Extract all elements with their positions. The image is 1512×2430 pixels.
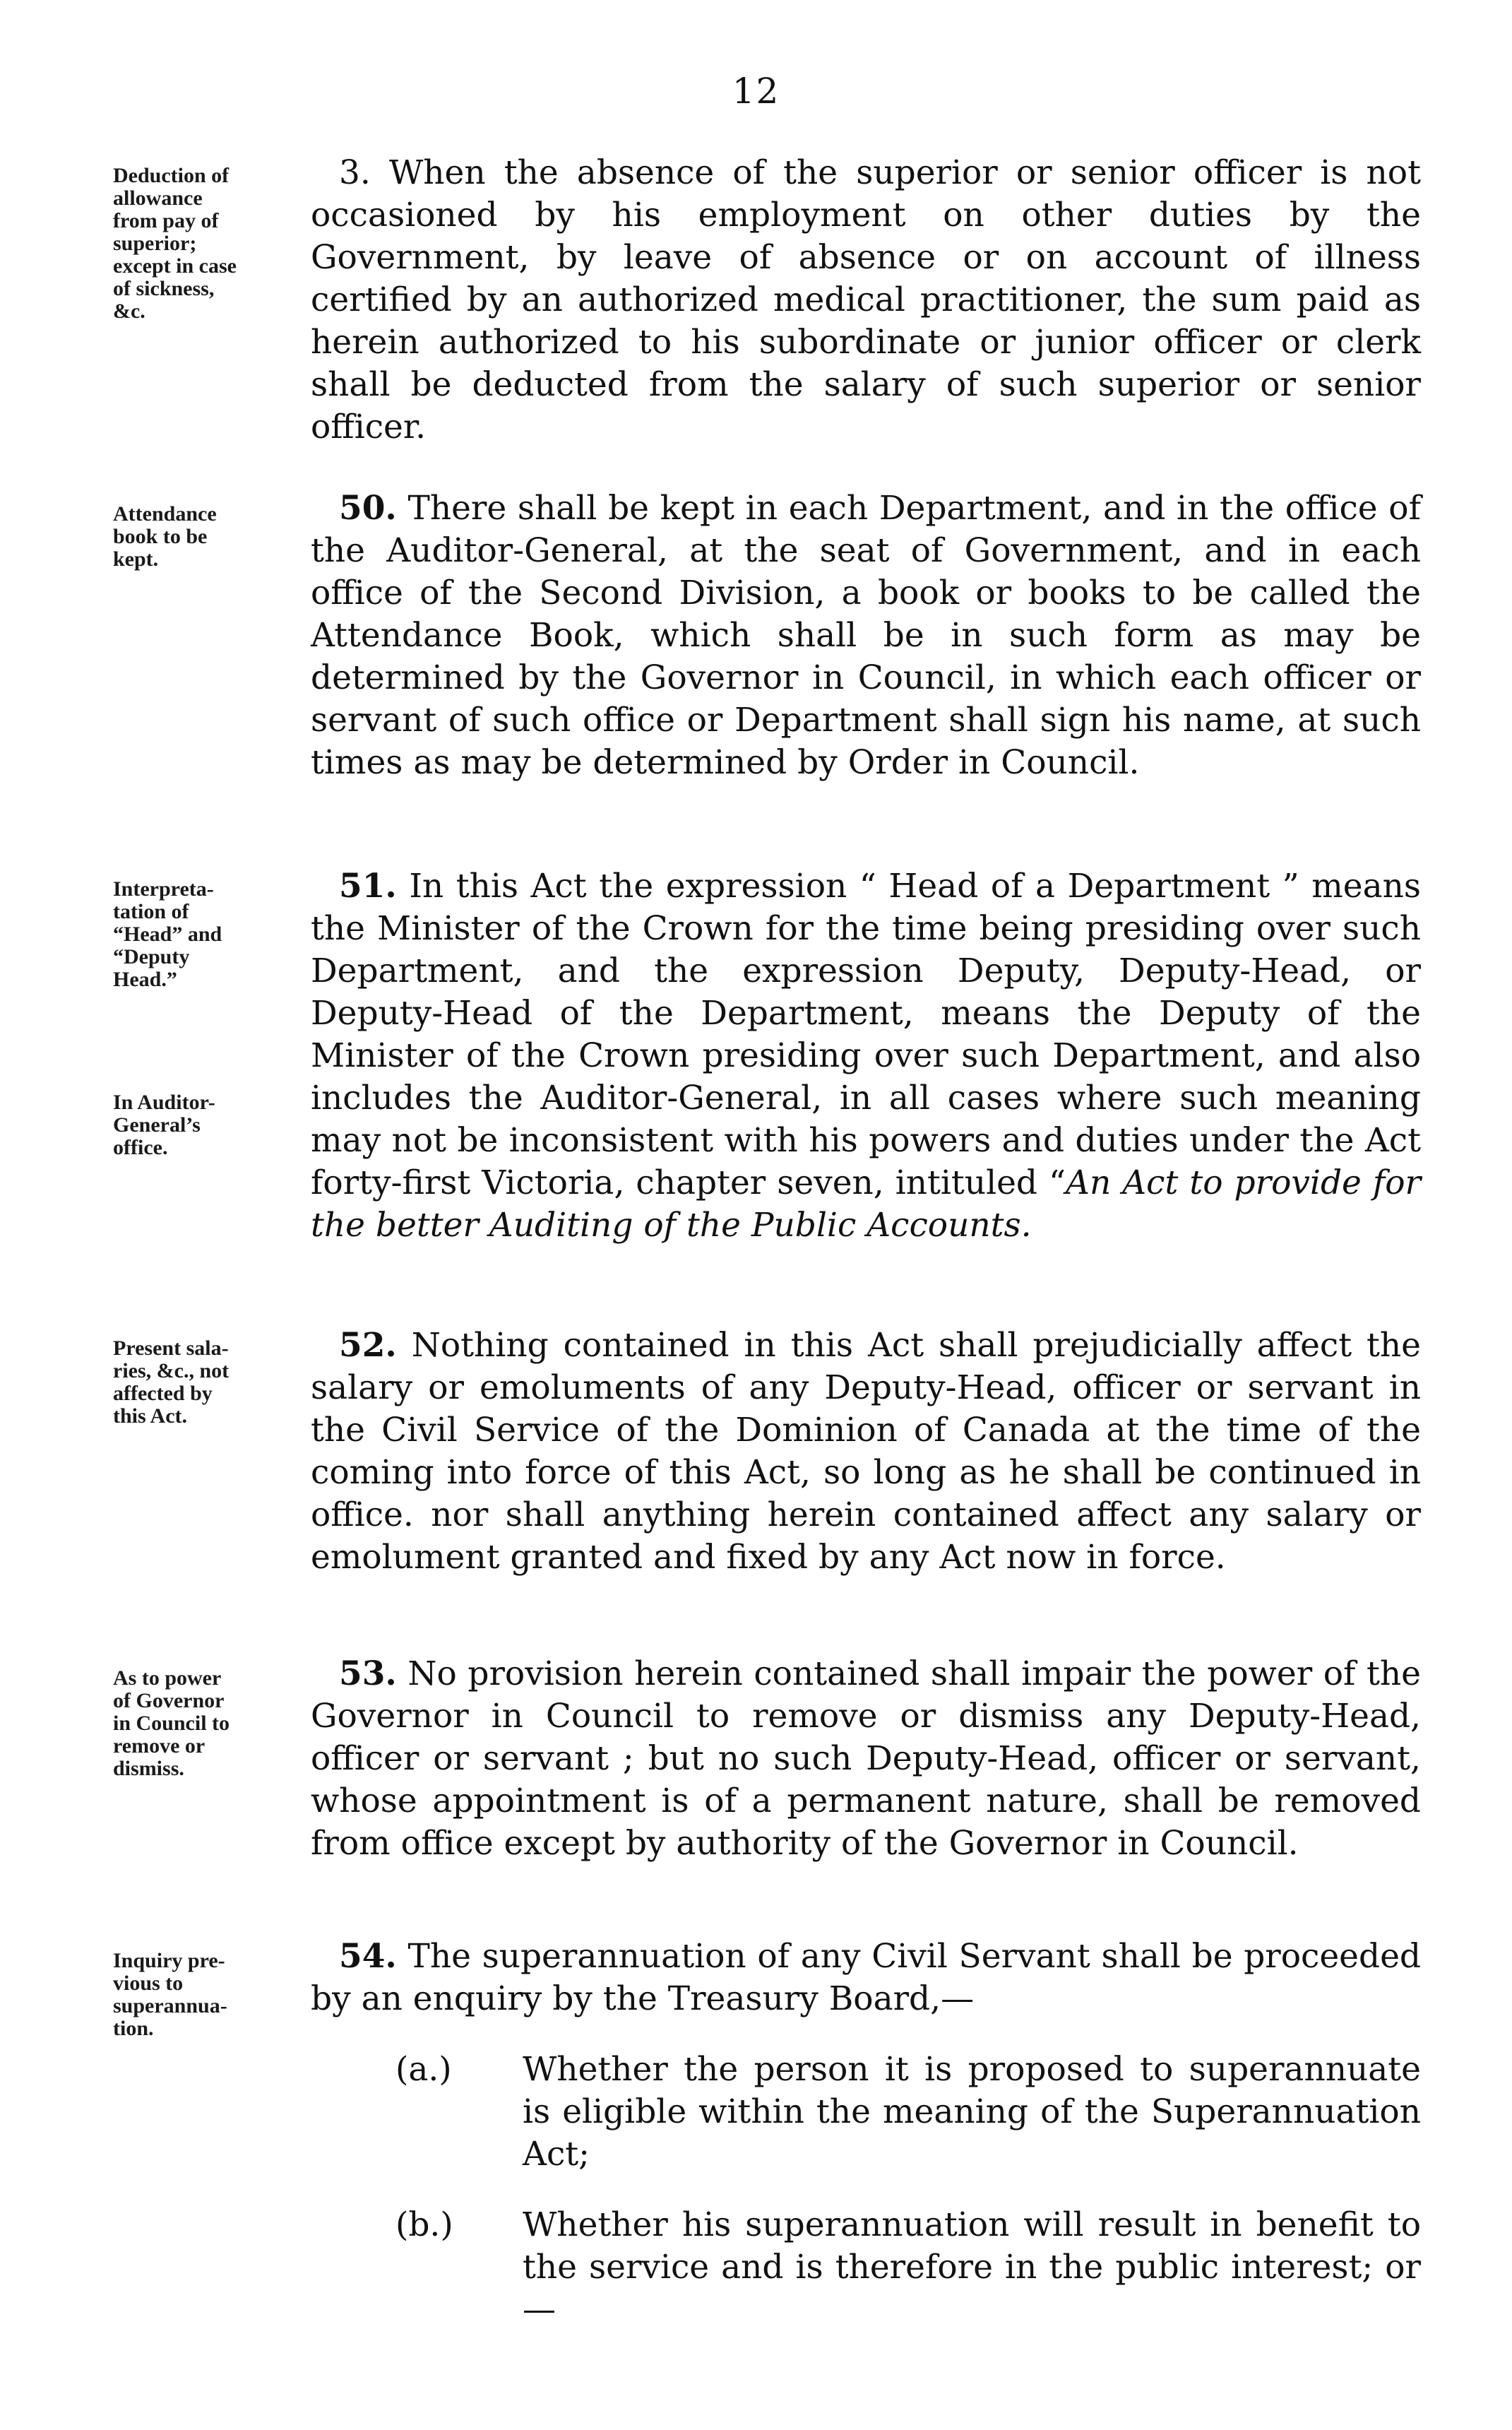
section-number: 54.: [339, 1937, 397, 1976]
margin-note-line: dismiss.: [113, 1757, 184, 1780]
section-number: 51.: [339, 867, 397, 906]
margin-note-line: Interpreta-: [113, 877, 214, 901]
clause-text: Whether the person it is proposed to superannuate is eligible within the meaning of the Superannuation Act;: [523, 2050, 1421, 2174]
margin-note-line: &c.: [113, 300, 145, 323]
margin-note-line: of sickness,: [113, 277, 215, 300]
section-number: 52.: [339, 1326, 397, 1365]
section-body: [311, 487, 1421, 784]
page-number: 12: [732, 71, 780, 112]
clause-a: [311, 2049, 1421, 2176]
margin-note-line: tation of: [113, 900, 189, 923]
margin-note-power-to-remove: [113, 1667, 311, 1780]
margin-note-line: superannua-: [113, 1994, 227, 2017]
margin-note-line: except in case: [113, 254, 237, 278]
margin-note-line: in Council to: [113, 1712, 230, 1735]
section-text: The superannuation of any Civil Servant shall be proceeded by an enquiry by the Treasury Board,—: [311, 1937, 1421, 2018]
margin-note-line: remove or: [113, 1734, 206, 1758]
margin-note-line: affected by: [113, 1382, 213, 1405]
section-body: [311, 152, 1421, 449]
section-body: [311, 1653, 1421, 1865]
margin-note-line: Head.”: [113, 968, 177, 991]
margin-note-line: Deduction of: [113, 164, 230, 187]
section-text: There shall be kept in each Department, and in the office of the Auditor-General, at the seat of Government, and in each office of the Second Division, a book or books to be called the Attendance Book, which shall be in such form as may be determined by the Governor in Council, in which each officer or servant of such office or Department shall sign his name, at such times as may be determined by Order in Council.: [311, 489, 1421, 782]
margin-note-line: vious to: [113, 1972, 184, 1995]
section-number: 50.: [339, 489, 397, 528]
margin-note-interpretation: [113, 878, 311, 991]
clause-label: (a.): [395, 2050, 452, 2089]
margin-note-line: “Head” and: [113, 923, 222, 946]
margin-note-line: “Deputy: [113, 945, 190, 968]
margin-note-line: allowance: [113, 186, 203, 210]
margin-note-line: Attendance: [113, 502, 217, 526]
margin-note-line: book to be: [113, 525, 208, 548]
margin-note-present-salaries: [113, 1337, 311, 1428]
section-text: In this Act the expression “ Head of a Department ” means the Minister of the Crown for the time being presiding over such Department, and the expression Deputy, Deputy-Head, or Deputy-Head of the Department, means the Deputy of the Minister of the Crown presiding over such Department, and also includes the Auditor-General, in all cases where such meaning may not be inconsistent with his powers and duties under the Act forty-first Victoria, chapter seven, intituled “: [311, 867, 1421, 1202]
margin-note-line: ries, &c., not: [113, 1359, 230, 1382]
margin-note-inquiry: [113, 1950, 311, 2040]
section-text: When the absence of the superior or senior officer is not occasioned by his employment on other duties by the Government, by leave of absence or on account of illness certified by an authorized medical practitioner, the sum paid as herein authorized to his subordinate or junior officer or clerk shall be deducted from the salary of such superior or senior officer.: [311, 153, 1421, 446]
margin-note-line: of Governor: [113, 1689, 225, 1712]
clause-text: Whether his superannuation will result in benefit to the service and is therefore in the public interest; or—: [523, 2205, 1421, 2329]
margin-note-line: Present sala-: [113, 1336, 229, 1360]
margin-note-auditor-general: [113, 1091, 311, 1159]
margin-note-line: office.: [113, 1136, 168, 1159]
section-body: [311, 1936, 1421, 2331]
section-number: 3.: [339, 153, 371, 192]
act-title-italic: An Act to provide for the better Auditing of the Public Accounts.: [311, 1163, 1421, 1245]
section-body: [311, 865, 1421, 1247]
margin-note-line: tion.: [113, 2017, 154, 2040]
margin-note-line: kept.: [113, 547, 159, 571]
clause-label: (b.): [395, 2205, 453, 2244]
margin-note-line: In Auditor-: [113, 1091, 215, 1114]
section-body: [311, 1324, 1421, 1579]
section-text: No provision herein contained shall impair the power of the Governor in Council to remove or dismiss any Deputy-Head, officer or servant ; but no such Deputy-Head, officer or servant, whose appointment is of a permanent nature, shall be removed from office except by authority of the Governor in Council.: [311, 1654, 1421, 1863]
margin-note-line: Inquiry pre-: [113, 1949, 225, 1972]
margin-note-line: from pay of: [113, 209, 219, 232]
margin-note-deduction: [113, 165, 311, 323]
margin-note-line: this Act.: [113, 1404, 187, 1428]
clause-b: [311, 2204, 1421, 2331]
section-number: 53.: [339, 1654, 397, 1693]
margin-note-line: superior;: [113, 232, 197, 255]
section-text: Nothing contained in this Act shall prejudicially affect the salary or emoluments of any Deputy-Head, officer or servant in the Civil Service of the Dominion of Canada at the time of the coming into force of this Act, so long as he shall be continued in office. nor shall anything herein contained affect any salary or emolument granted and fixed by any Act now in force.: [311, 1326, 1421, 1577]
margin-note-line: General’s: [113, 1113, 201, 1137]
margin-note-line: As to power: [113, 1666, 222, 1690]
margin-note-attendance: [113, 503, 311, 571]
